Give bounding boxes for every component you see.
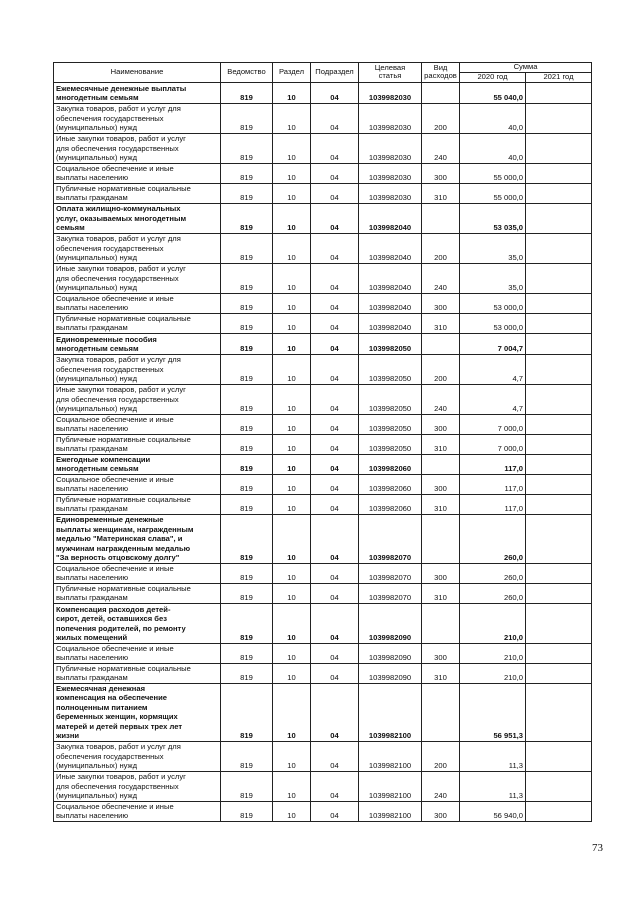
row-amount-2020: 210,0	[460, 643, 526, 663]
row-target: 1039982050	[359, 333, 422, 354]
row-razdel: 10	[273, 263, 311, 293]
row-podrazdel: 04	[311, 514, 359, 563]
table-row	[54, 103, 592, 133]
row-amount-2020: 117,0	[460, 474, 526, 494]
row-amount-2021	[526, 203, 592, 233]
row-vedomstvo: 819	[221, 494, 273, 514]
row-target: 1039982090	[359, 603, 422, 643]
row-target: 1039982100	[359, 801, 422, 821]
row-vid	[422, 203, 460, 233]
row-vid	[422, 514, 460, 563]
row-amount-2020: 53 000,0	[460, 293, 526, 313]
row-target: 1039982040	[359, 233, 422, 263]
row-vid: 200	[422, 741, 460, 771]
row-vedomstvo: 819	[221, 133, 273, 163]
table-row	[54, 263, 592, 293]
row-razdel: 10	[273, 414, 311, 434]
row-amount-2021	[526, 313, 592, 333]
row-razdel: 10	[273, 434, 311, 454]
row-name: Публичные нормативные социальные выплаты гражданам	[54, 434, 221, 454]
row-amount-2020: 260,0	[460, 514, 526, 563]
table-row	[54, 474, 592, 494]
row-vid: 310	[422, 313, 460, 333]
row-vid	[422, 454, 460, 474]
table-row	[54, 414, 592, 434]
row-target: 1039982070	[359, 583, 422, 603]
row-vedomstvo: 819	[221, 333, 273, 354]
row-vedomstvo: 819	[221, 183, 273, 203]
row-podrazdel: 04	[311, 183, 359, 203]
row-amount-2020: 40,0	[460, 103, 526, 133]
row-vid	[422, 333, 460, 354]
row-vid: 200	[422, 103, 460, 133]
row-amount-2020: 260,0	[460, 583, 526, 603]
row-amount-2020: 7 000,0	[460, 414, 526, 434]
table-row	[54, 434, 592, 454]
row-podrazdel: 04	[311, 133, 359, 163]
row-podrazdel: 04	[311, 741, 359, 771]
row-vedomstvo: 819	[221, 741, 273, 771]
row-amount-2020: 117,0	[460, 454, 526, 474]
row-razdel: 10	[273, 163, 311, 183]
row-vid: 300	[422, 801, 460, 821]
row-target: 1039982040	[359, 293, 422, 313]
row-razdel: 10	[273, 643, 311, 663]
row-name: Социальное обеспечение и иные выплаты населению	[54, 163, 221, 183]
row-amount-2021	[526, 643, 592, 663]
row-podrazdel: 04	[311, 414, 359, 434]
row-amount-2020: 260,0	[460, 563, 526, 583]
row-vid	[422, 603, 460, 643]
row-amount-2021	[526, 133, 592, 163]
row-podrazdel: 04	[311, 82, 359, 103]
row-podrazdel: 04	[311, 494, 359, 514]
row-name: Социальное обеспечение и иные выплаты населению	[54, 801, 221, 821]
row-amount-2020: 56 940,0	[460, 801, 526, 821]
row-vedomstvo: 819	[221, 384, 273, 414]
row-amount-2021	[526, 603, 592, 643]
table-row	[54, 514, 592, 563]
row-razdel: 10	[273, 603, 311, 643]
row-podrazdel: 04	[311, 333, 359, 354]
row-amount-2021	[526, 494, 592, 514]
row-name: Публичные нормативные социальные выплаты гражданам	[54, 313, 221, 333]
table-row	[54, 563, 592, 583]
row-target: 1039982030	[359, 82, 422, 103]
row-vedomstvo: 819	[221, 683, 273, 741]
row-vedomstvo: 819	[221, 233, 273, 263]
row-name: Иные закупки товаров, работ и услуг для обеспечения государственных (муниципальных) нужд	[54, 263, 221, 293]
row-amount-2020: 55 000,0	[460, 183, 526, 203]
row-razdel: 10	[273, 384, 311, 414]
table-row	[54, 454, 592, 474]
row-podrazdel: 04	[311, 233, 359, 263]
row-podrazdel: 04	[311, 454, 359, 474]
row-vid: 240	[422, 771, 460, 801]
row-vid: 310	[422, 494, 460, 514]
row-razdel: 10	[273, 514, 311, 563]
row-podrazdel: 04	[311, 583, 359, 603]
table-row	[54, 494, 592, 514]
row-target: 1039982090	[359, 643, 422, 663]
row-razdel: 10	[273, 133, 311, 163]
row-podrazdel: 04	[311, 801, 359, 821]
row-vedomstvo: 819	[221, 801, 273, 821]
row-target: 1039982100	[359, 683, 422, 741]
table-row	[54, 583, 592, 603]
row-amount-2021	[526, 233, 592, 263]
row-amount-2020: 4,7	[460, 384, 526, 414]
table-row	[54, 183, 592, 203]
table-row	[54, 293, 592, 313]
row-amount-2021	[526, 354, 592, 384]
table-row	[54, 801, 592, 821]
row-vid	[422, 683, 460, 741]
row-vid: 240	[422, 263, 460, 293]
row-amount-2021	[526, 293, 592, 313]
row-razdel: 10	[273, 293, 311, 313]
row-vid: 300	[422, 163, 460, 183]
row-name: Единовременные денежные выплаты женщинам, награжденным медалью "Материнская слава", и мужчинам награжденным медалью "За верность отцовскому долгу"	[54, 514, 221, 563]
row-name: Иные закупки товаров, работ и услуг для обеспечения государственных (муниципальных) нужд	[54, 133, 221, 163]
row-vedomstvo: 819	[221, 263, 273, 293]
row-target: 1039982070	[359, 514, 422, 563]
row-name: Социальное обеспечение и иные выплаты населению	[54, 643, 221, 663]
row-vid: 310	[422, 583, 460, 603]
row-vid: 240	[422, 384, 460, 414]
row-razdel: 10	[273, 771, 311, 801]
row-target: 1039982060	[359, 454, 422, 474]
row-amount-2020: 11,3	[460, 771, 526, 801]
row-target: 1039982030	[359, 183, 422, 203]
table-row	[54, 683, 592, 741]
table-row	[54, 663, 592, 683]
row-amount-2021	[526, 801, 592, 821]
row-razdel: 10	[273, 801, 311, 821]
row-amount-2020: 7 004,7	[460, 333, 526, 354]
row-vedomstvo: 819	[221, 514, 273, 563]
row-name: Иные закупки товаров, работ и услуг для обеспечения государственных (муниципальных) нужд	[54, 771, 221, 801]
row-razdel: 10	[273, 494, 311, 514]
row-podrazdel: 04	[311, 434, 359, 454]
row-amount-2021	[526, 163, 592, 183]
row-target: 1039982050	[359, 414, 422, 434]
row-amount-2020: 210,0	[460, 603, 526, 643]
row-podrazdel: 04	[311, 263, 359, 293]
table-row	[54, 643, 592, 663]
row-vedomstvo: 819	[221, 663, 273, 683]
row-target: 1039982040	[359, 313, 422, 333]
row-amount-2021	[526, 333, 592, 354]
row-razdel: 10	[273, 82, 311, 103]
row-vid: 200	[422, 233, 460, 263]
row-razdel: 10	[273, 663, 311, 683]
row-vedomstvo: 819	[221, 414, 273, 434]
row-amount-2021	[526, 183, 592, 203]
page-number: 73	[592, 842, 603, 854]
row-name: Ежегодные компенсации многодетным семьям	[54, 454, 221, 474]
row-name: Компенсация расходов детей- сирот, детей, оставшихся без попечения родителей, по ремонту жилых помещений	[54, 603, 221, 643]
row-vedomstvo: 819	[221, 103, 273, 133]
row-name: Ежемесячная денежная компенсация на обеспечение полноценным питанием беременных женщин, кормящих матерей и детей первых трех лет жизни	[54, 683, 221, 741]
header-vedomstvo: Ведомство	[221, 63, 273, 83]
budget-table	[53, 62, 592, 822]
row-podrazdel: 04	[311, 384, 359, 414]
row-podrazdel: 04	[311, 643, 359, 663]
row-amount-2021	[526, 663, 592, 683]
row-razdel: 10	[273, 563, 311, 583]
row-amount-2020: 55 000,0	[460, 163, 526, 183]
row-name: Публичные нормативные социальные выплаты гражданам	[54, 583, 221, 603]
row-name: Закупка товаров, работ и услуг для обеспечения государственных (муниципальных) нужд	[54, 103, 221, 133]
row-name: Закупка товаров, работ и услуг для обеспечения государственных (муниципальных) нужд	[54, 354, 221, 384]
row-vedomstvo: 819	[221, 771, 273, 801]
row-vid	[422, 82, 460, 103]
row-amount-2021	[526, 454, 592, 474]
row-amount-2021	[526, 514, 592, 563]
header-summa: Сумма	[460, 63, 592, 73]
row-target: 1039982050	[359, 434, 422, 454]
row-amount-2020: 117,0	[460, 494, 526, 514]
row-amount-2021	[526, 103, 592, 133]
row-vedomstvo: 819	[221, 313, 273, 333]
table-body	[54, 82, 592, 821]
row-vedomstvo: 819	[221, 434, 273, 454]
table-row	[54, 313, 592, 333]
row-vedomstvo: 819	[221, 454, 273, 474]
row-razdel: 10	[273, 741, 311, 771]
table-row	[54, 203, 592, 233]
row-name: Публичные нормативные социальные выплаты гражданам	[54, 663, 221, 683]
row-amount-2021	[526, 384, 592, 414]
row-amount-2021	[526, 741, 592, 771]
row-name: Социальное обеспечение и иные выплаты населению	[54, 563, 221, 583]
row-podrazdel: 04	[311, 683, 359, 741]
row-vid: 200	[422, 354, 460, 384]
row-name: Социальное обеспечение и иные выплаты населению	[54, 474, 221, 494]
row-amount-2020: 7 000,0	[460, 434, 526, 454]
row-target: 1039982060	[359, 494, 422, 514]
row-vid: 310	[422, 663, 460, 683]
row-vid: 300	[422, 563, 460, 583]
table-row	[54, 603, 592, 643]
row-name: Оплата жилищно-коммунальных услуг, оказываемых многодетным семьям	[54, 203, 221, 233]
row-amount-2020: 35,0	[460, 233, 526, 263]
table-row	[54, 82, 592, 103]
row-vid: 300	[422, 293, 460, 313]
row-target: 1039982030	[359, 133, 422, 163]
row-amount-2021	[526, 563, 592, 583]
table-row	[54, 384, 592, 414]
row-amount-2020: 56 951,3	[460, 683, 526, 741]
row-vid: 300	[422, 414, 460, 434]
row-amount-2020: 4,7	[460, 354, 526, 384]
row-vid: 300	[422, 474, 460, 494]
row-vedomstvo: 819	[221, 203, 273, 233]
row-vedomstvo: 819	[221, 643, 273, 663]
row-vedomstvo: 819	[221, 163, 273, 183]
row-podrazdel: 04	[311, 563, 359, 583]
row-name: Закупка товаров, работ и услуг для обеспечения государственных (муниципальных) нужд	[54, 233, 221, 263]
table-row	[54, 133, 592, 163]
row-razdel: 10	[273, 683, 311, 741]
row-vedomstvo: 819	[221, 293, 273, 313]
row-podrazdel: 04	[311, 663, 359, 683]
row-name: Закупка товаров, работ и услуг для обеспечения государственных (муниципальных) нужд	[54, 741, 221, 771]
row-razdel: 10	[273, 354, 311, 384]
table-row	[54, 333, 592, 354]
header-target: Целевая статья	[359, 63, 422, 83]
row-amount-2020: 53 000,0	[460, 313, 526, 333]
row-target: 1039982100	[359, 771, 422, 801]
header-name: Наименование	[54, 63, 221, 83]
row-amount-2021	[526, 263, 592, 293]
row-vid: 310	[422, 183, 460, 203]
row-amount-2020: 40,0	[460, 133, 526, 163]
row-target: 1039982030	[359, 163, 422, 183]
row-razdel: 10	[273, 183, 311, 203]
row-amount-2020: 53 035,0	[460, 203, 526, 233]
row-podrazdel: 04	[311, 603, 359, 643]
row-target: 1039982090	[359, 663, 422, 683]
table-row	[54, 163, 592, 183]
row-podrazdel: 04	[311, 203, 359, 233]
row-podrazdel: 04	[311, 163, 359, 183]
row-razdel: 10	[273, 333, 311, 354]
row-vedomstvo: 819	[221, 354, 273, 384]
table-row	[54, 233, 592, 263]
row-target: 1039982030	[359, 103, 422, 133]
row-razdel: 10	[273, 313, 311, 333]
row-amount-2021	[526, 474, 592, 494]
row-vedomstvo: 819	[221, 603, 273, 643]
row-razdel: 10	[273, 103, 311, 133]
row-name: Социальное обеспечение и иные выплаты населению	[54, 293, 221, 313]
row-razdel: 10	[273, 233, 311, 263]
row-name: Иные закупки товаров, работ и услуг для обеспечения государственных (муниципальных) нужд	[54, 384, 221, 414]
row-amount-2020: 210,0	[460, 663, 526, 683]
row-vedomstvo: 819	[221, 82, 273, 103]
row-amount-2020: 11,3	[460, 741, 526, 771]
row-name: Единовременные пособия многодетным семьям	[54, 333, 221, 354]
row-amount-2020: 55 040,0	[460, 82, 526, 103]
row-podrazdel: 04	[311, 354, 359, 384]
row-razdel: 10	[273, 583, 311, 603]
row-amount-2021	[526, 414, 592, 434]
row-target: 1039982040	[359, 263, 422, 293]
row-vid: 310	[422, 434, 460, 454]
row-target: 1039982100	[359, 741, 422, 771]
row-amount-2021	[526, 683, 592, 741]
row-razdel: 10	[273, 203, 311, 233]
row-target: 1039982040	[359, 203, 422, 233]
row-target: 1039982050	[359, 354, 422, 384]
row-podrazdel: 04	[311, 474, 359, 494]
row-name: Публичные нормативные социальные выплаты гражданам	[54, 183, 221, 203]
table-row	[54, 771, 592, 801]
row-target: 1039982070	[359, 563, 422, 583]
header-year-2021: 2021 год	[526, 72, 592, 82]
row-name: Ежемесячные денежные выплаты многодетным семьям	[54, 82, 221, 103]
table-row	[54, 741, 592, 771]
row-vedomstvo: 819	[221, 474, 273, 494]
row-amount-2021	[526, 434, 592, 454]
row-podrazdel: 04	[311, 103, 359, 133]
row-podrazdel: 04	[311, 293, 359, 313]
row-name: Социальное обеспечение и иные выплаты населению	[54, 414, 221, 434]
row-amount-2021	[526, 771, 592, 801]
row-name: Публичные нормативные социальные выплаты гражданам	[54, 494, 221, 514]
row-vid: 240	[422, 133, 460, 163]
row-target: 1039982050	[359, 384, 422, 414]
header-podrazdel: Подраздел	[311, 63, 359, 83]
header-vid: Вид расходов	[422, 63, 460, 83]
row-podrazdel: 04	[311, 771, 359, 801]
table-row	[54, 354, 592, 384]
row-amount-2021	[526, 583, 592, 603]
header-year-2020: 2020 год	[460, 72, 526, 82]
row-vedomstvo: 819	[221, 563, 273, 583]
row-vedomstvo: 819	[221, 583, 273, 603]
row-podrazdel: 04	[311, 313, 359, 333]
row-amount-2021	[526, 82, 592, 103]
row-razdel: 10	[273, 474, 311, 494]
header-razdel: Раздел	[273, 63, 311, 83]
row-vid: 300	[422, 643, 460, 663]
row-target: 1039982060	[359, 474, 422, 494]
row-amount-2020: 35,0	[460, 263, 526, 293]
row-razdel: 10	[273, 454, 311, 474]
